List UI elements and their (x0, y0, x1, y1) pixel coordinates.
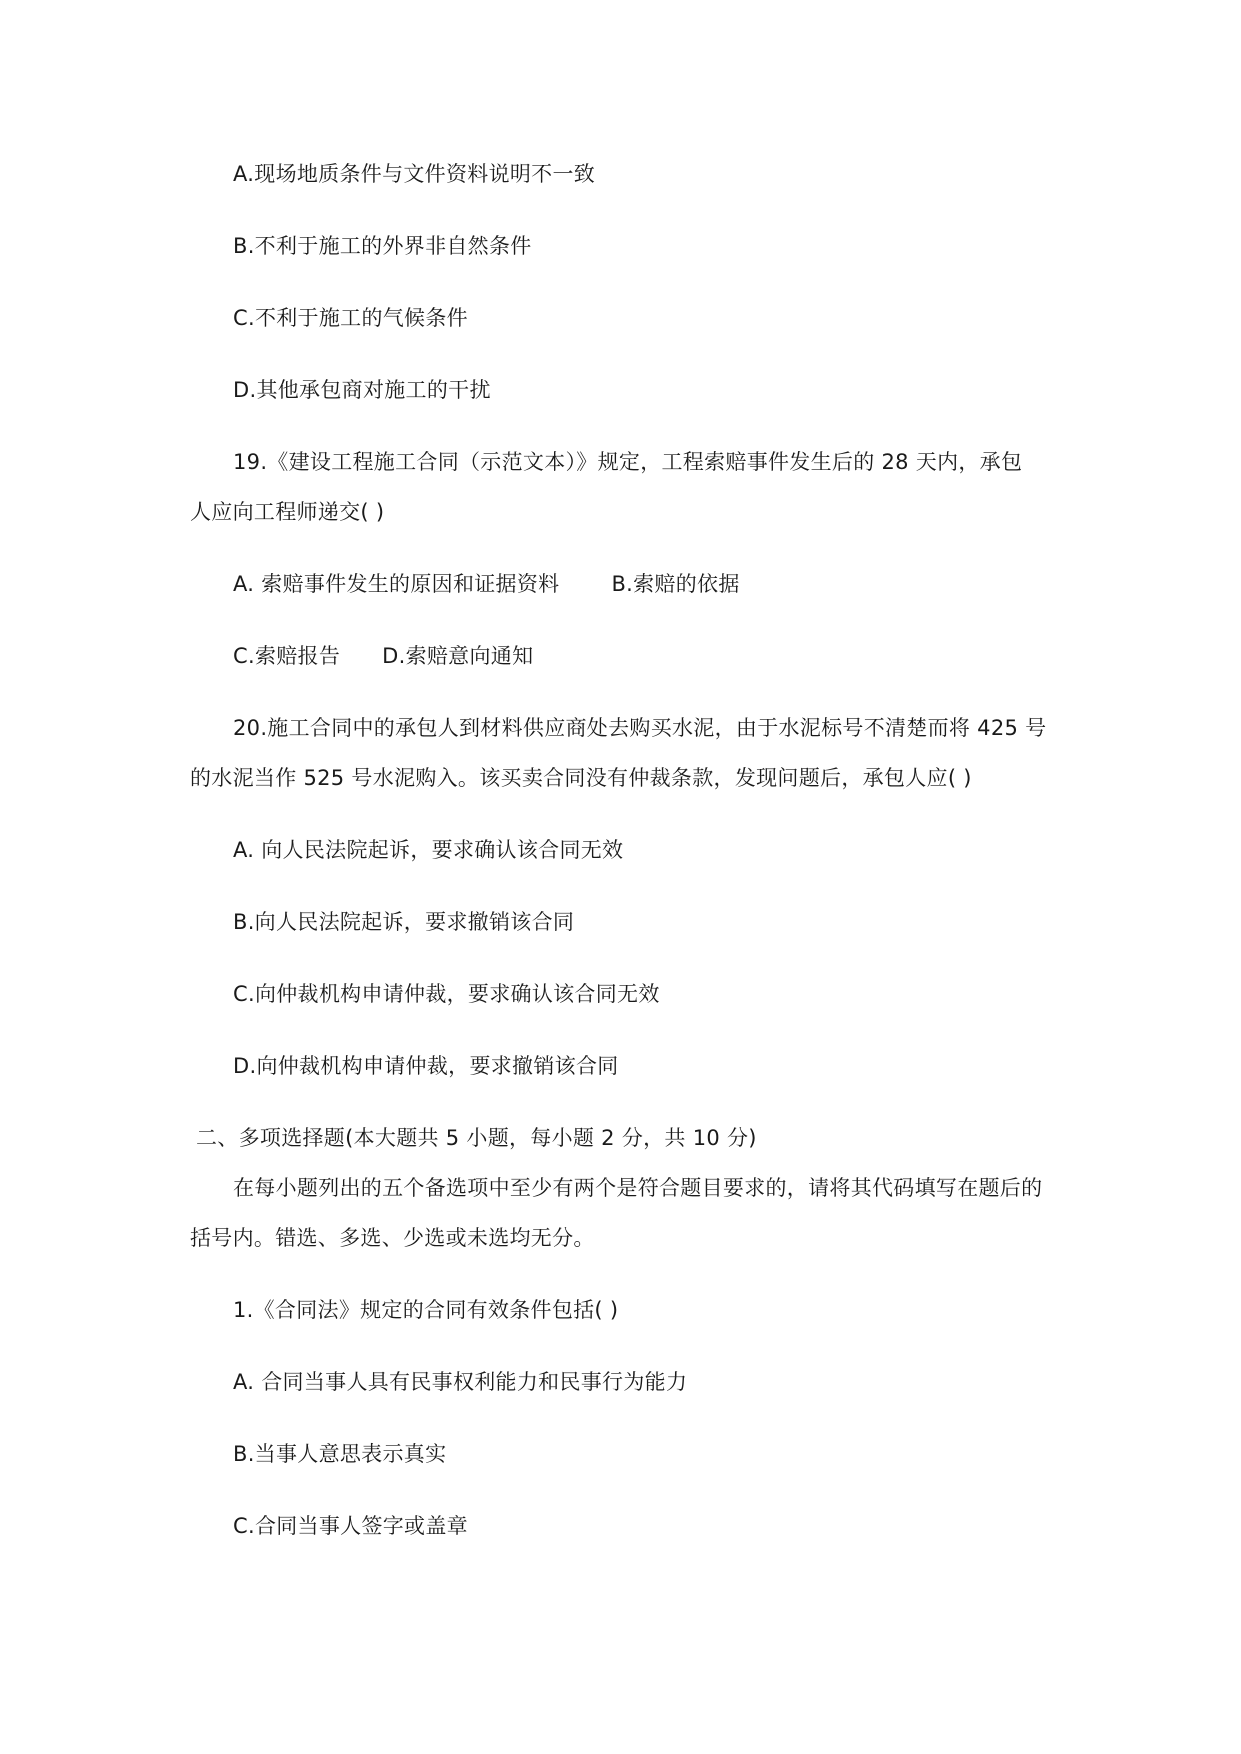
q18-option-c: C.不利于施工的气候条件 (233, 306, 468, 330)
q19-option-d: D.索赔意向通知 (382, 644, 534, 668)
mq1-option-c: C.合同当事人签字或盖章 (233, 1514, 468, 1538)
section2-heading: 二、多项选择题(本大题共 5 小题，每小题 2 分，共 10 分) (196, 1126, 757, 1150)
q19-option-b: B.索赔的依据 (611, 572, 740, 596)
q20-option-c: C.向仲裁机构申请仲裁，要求确认该合同无效 (233, 982, 660, 1006)
mq1-option-b: B.当事人意思表示真实 (233, 1442, 447, 1466)
q20-option-b: B.向人民法院起诉，要求撤销该合同 (233, 910, 575, 934)
section2-instruction-line1: 在每小题列出的五个备选项中至少有两个是符合题目要求的，请将其代码填写在题后的 (233, 1176, 1043, 1200)
q20-stem-line2: 的水泥当作 525 号水泥购入。该买卖合同没有仲裁条款，发现问题后，承包人应( ) (190, 766, 972, 790)
q19-options-row2 (233, 642, 533, 670)
q19-stem-line2: 人应向工程师递交( ) (190, 500, 385, 524)
q20-option-d: D.向仲裁机构申请仲裁，要求撤销该合同 (233, 1054, 619, 1078)
q18-option-b: B.不利于施工的外界非自然条件 (233, 234, 532, 258)
q19-option-c: C.索赔报告 (233, 644, 341, 668)
mq1-stem: 1.《合同法》规定的合同有效条件包括( ) (233, 1298, 619, 1322)
q19-option-a: A. 索赔事件发生的原因和证据资料 (233, 572, 560, 596)
q20-option-a: A. 向人民法院起诉，要求确认该合同无效 (233, 838, 624, 862)
q20-stem-line1: 20.施工合同中的承包人到材料供应商处去购买水泥，由于水泥标号不清楚而将 425 号 (233, 716, 1047, 740)
mq1-option-a: A. 合同当事人具有民事权利能力和民事行为能力 (233, 1370, 688, 1394)
q19-options-row1 (233, 570, 740, 598)
section2-instruction-line2: 括号内。错选、多选、少选或未选均无分。 (190, 1226, 595, 1250)
q18-option-d: D.其他承包商对施工的干扰 (233, 378, 491, 402)
q18-option-a: A.现场地质条件与文件资料说明不一致 (233, 162, 596, 186)
q19-stem-line1: 19.《建设工程施工合同（示范文本）》规定，工程索赔事件发生后的 28 天内，承包 (233, 450, 1023, 474)
